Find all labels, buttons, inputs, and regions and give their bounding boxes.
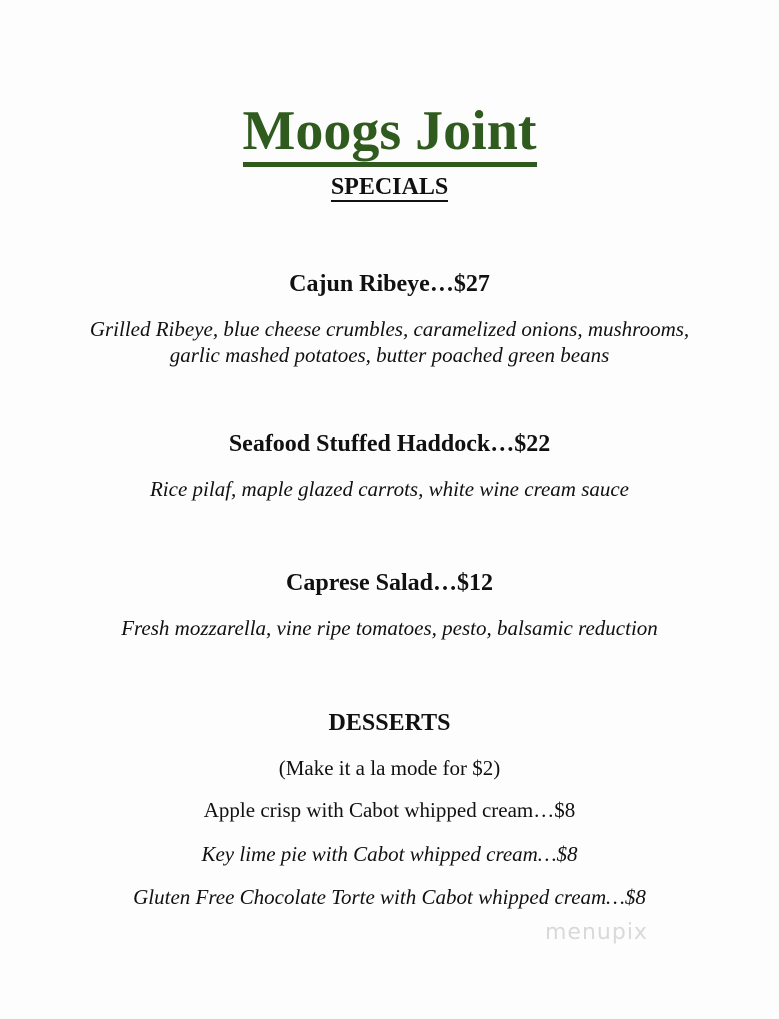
dessert-item-apple-crisp: Apple crisp with Cabot whipped cream…$8 [203, 798, 576, 822]
desserts-heading: DESSERTS [328, 710, 451, 736]
restaurant-title [0, 100, 779, 167]
special-desc-caprese-salad: Fresh mozzarella, vine ripe tomatoes, pesto, balsamic reduction [121, 616, 658, 640]
special-name-caprese-salad: Caprese Salad…$12 [286, 570, 493, 596]
desserts-note: (Make it a la mode for $2) [278, 756, 501, 780]
special-desc-cajun-ribeye-line-2: garlic mashed potatoes, butter poached green beans [169, 343, 610, 367]
restaurant-title-text: Moogs Joint [243, 100, 537, 167]
dessert-item-chocolate-torte: Gluten Free Chocolate Torte with Cabot whipped cream…$8 [133, 885, 646, 909]
menupix-watermark: menupix [545, 920, 648, 945]
special-name-cajun-ribeye: Cajun Ribeye…$27 [289, 271, 490, 297]
special-desc-seafood-haddock: Rice pilaf, maple glazed carrots, white wine cream sauce [149, 477, 630, 501]
specials-subtitle-text: SPECIALS [330, 174, 449, 200]
special-name-seafood-haddock: Seafood Stuffed Haddock…$22 [228, 431, 551, 457]
dessert-item-key-lime-pie: Key lime pie with Cabot whipped cream…$8 [201, 842, 578, 866]
special-desc-cajun-ribeye-line-1: Grilled Ribeye, blue cheese crumbles, caramelized onions, mushrooms, [89, 317, 690, 341]
specials-subtitle [0, 172, 779, 202]
